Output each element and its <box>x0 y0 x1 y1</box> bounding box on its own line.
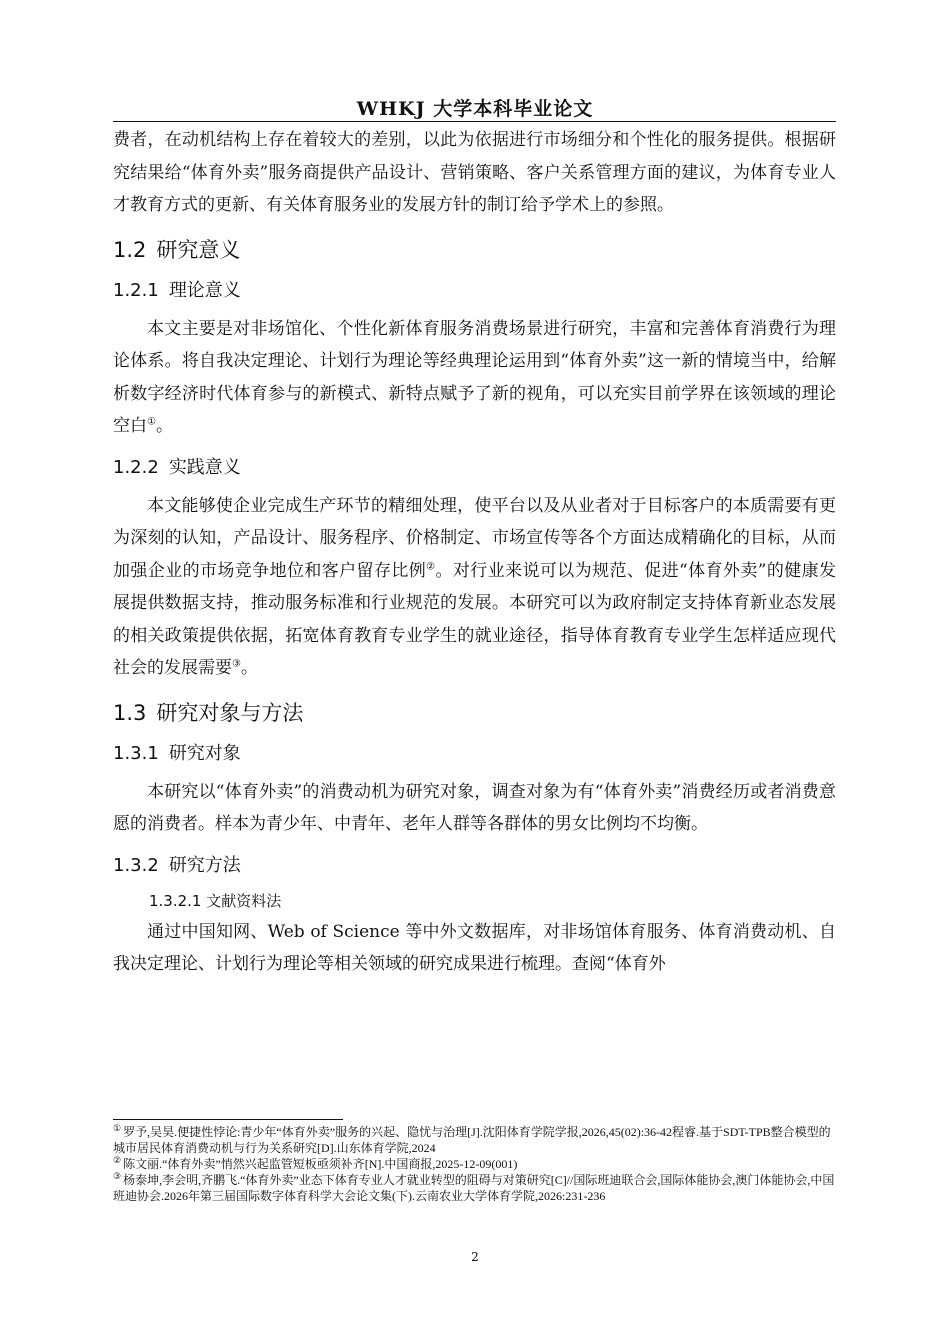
heading-text: 研究方法 <box>168 854 241 876</box>
footnotes <box>113 1124 836 1204</box>
heading-1-2-1 <box>113 277 836 305</box>
heading-number: 1.3.2.1 <box>149 891 202 910</box>
page-number: 2 <box>471 1250 479 1264</box>
document-body <box>113 124 836 981</box>
paragraph-practice <box>113 490 836 685</box>
footnote-separator <box>113 1119 343 1120</box>
heading-1-3-2 <box>113 852 836 880</box>
heading-text: 文献资料法 <box>206 891 282 910</box>
footnote-2 <box>113 1156 836 1172</box>
footnote-mark: ② <box>113 1155 122 1165</box>
heading-text: 研究对象 <box>168 742 241 764</box>
paragraph-text-end: 。 <box>240 658 258 678</box>
heading-1-2 <box>113 235 836 265</box>
footnote-text: 陈文丽.“体育外卖”悄然兴起监管短板亟须补齐[N].中国商报,2025-12-09(001) <box>123 1157 518 1171</box>
footnote-ref-1[interactable]: ① <box>147 416 156 428</box>
paragraph-theory <box>113 313 836 443</box>
paragraph-text: 本文能够使企业完成生产环节的精细处理，使平台以及从业者对于目标客户的本质需要有更为深刻的认知，产品设计、服务程序、价格制定、市场宣传等各个方面达成精确化的目标，从而加强企业的市场竞争地位和客户留存比例 <box>113 495 836 581</box>
heading-text: 实践意义 <box>168 456 241 478</box>
heading-number: 1.3 <box>113 700 147 725</box>
footnote-ref-2[interactable]: ② <box>426 560 436 572</box>
heading-text: 研究意义 <box>156 237 241 262</box>
footnote-1 <box>113 1124 836 1156</box>
footnote-mark: ③ <box>113 1171 122 1181</box>
footnote-ref-3[interactable]: ③ <box>232 658 241 670</box>
heading-number: 1.3.2 <box>113 854 159 876</box>
paragraph-object: 本研究以“体育外卖”的消费动机为研究对象，调查对象为有“体育外卖”消费经历或者消费意愿的消费者。样本为青少年、中青年、老年人群等各群体的男女比例均不均衡。 <box>113 781 836 834</box>
heading-1-2-2 <box>113 454 836 482</box>
heading-text: 理论意义 <box>168 279 241 301</box>
heading-number: 1.2.2 <box>113 456 159 478</box>
paragraph-text-end: 。 <box>155 416 173 436</box>
paragraph-literature: 通过中国知网、Web of Science 等中外文数据库，对非场馆体育服务、体育消费动机、自我决定理论、计划行为理论等相关领域的研究成果进行梳理。查阅“体育外 <box>113 921 836 974</box>
heading-text: 研究对象与方法 <box>156 700 304 725</box>
running-header: WHKJ 大学本科毕业论文 <box>356 98 594 120</box>
paragraph-intro: 费者，在动机结构上存在着较大的差别，以此为依据进行市场细分和个性化的服务提供。根据研究结果给“体育外卖”服务商提供产品设计、营销策略、客户关系管理方面的建议，为体育专业人才教育方式的更新、有关体育服务业的发展方针的制订给予学术上的参照。 <box>113 130 836 215</box>
heading-1-3-1 <box>113 740 836 768</box>
heading-number: 1.2 <box>113 237 147 262</box>
header-rule <box>113 121 836 122</box>
footnote-text: 罗予,吴昊.便捷性悖论:青少年“体育外卖”服务的兴起、隐忧与治理[J].沈阳体育学院学报,2026,45(02):36-42程睿.基于SDT-TPB整合模型的城市居民体育消费动机与行为关系研究[D].山东体育学院,2024 <box>113 1125 831 1155</box>
heading-1-3-2-1 <box>149 888 836 914</box>
paragraph-text: 本文主要是对非场馆化、个性化新体育服务消费场景进行研究，丰富和完善体育消费行为理论体系。将自我决定理论、计划行为理论等经典理论运用到“体育外卖”这一新的情境当中，给解析数字经济时代体育参与的新模式、新特点赋予了新的视角，可以充实目前学界在该领域的理论空白 <box>113 318 836 436</box>
heading-1-3 <box>113 698 836 728</box>
paragraph-text: 。对行业来说可以为规范、促进“体育外卖”的健康发展提供数据支持，推动服务标准和行业规范的发展。本研究可以为政府制定支持体育新业态发展的相关政策提供依据，拓宽体育教育专业学生的就业途径，指导体育教育专业学生怎样适应现代社会的发展需要 <box>113 560 837 678</box>
heading-number: 1.2.1 <box>113 279 159 301</box>
footnote-text: 杨泰坤,李会明,齐鹏飞.“体育外卖”业态下体育专业人才就业转型的阻碍与对策研究[C]//国际班迪联合会,国际体能协会,澳门体能协会,中国班迪协会.2026年第三届国际数字体育科学大会论文集(下).云南农业大学体育学院,2026:231-236 <box>113 1173 835 1203</box>
heading-number: 1.3.1 <box>113 742 159 764</box>
footnote-3 <box>113 1172 836 1204</box>
footnote-mark: ① <box>113 1123 122 1133</box>
